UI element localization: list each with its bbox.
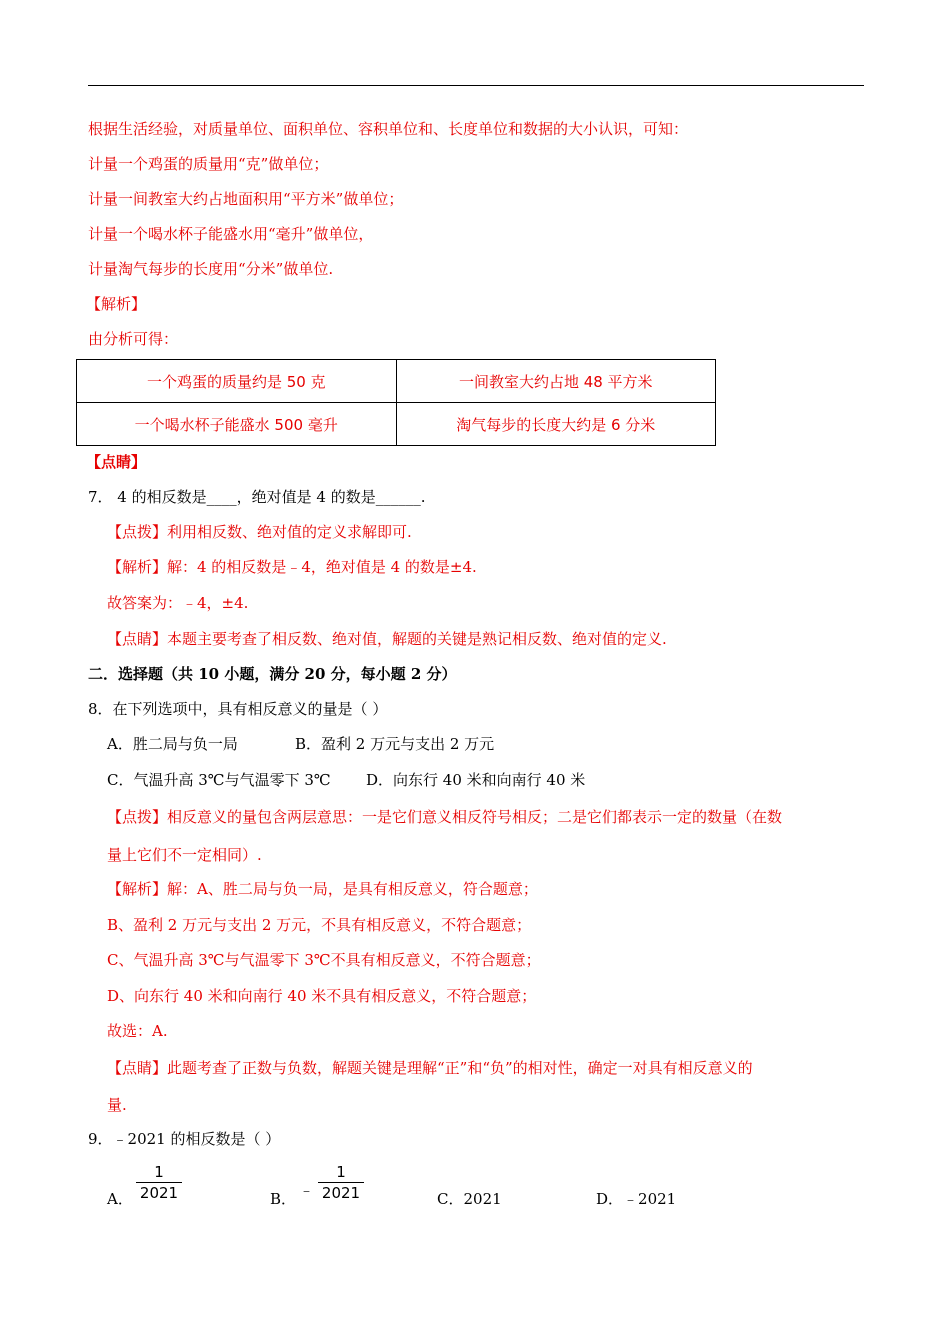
jiexi-label: 【解析】	[86, 295, 147, 313]
analysis-line-4: 计量一个喝水杯子能盛水用“毫升”做单位，	[88, 225, 374, 243]
q7-dianjing: 【点睛】本题主要考查了相反数、绝对值，解题的关键是熟记相反数、绝对值的定义.	[107, 630, 667, 648]
q8-dianbo-1: 【点拨】相反意义的量包含两层意思：一是它们意义相反符号相反；二是它们都表示一定的数量（在数	[107, 808, 783, 826]
q9-option-b-sign: ﹣	[299, 1181, 315, 1199]
dianjing-label: 【点睛】	[86, 453, 147, 471]
q9-option-a-label: A．	[107, 1190, 133, 1208]
fraction-bar	[136, 1182, 182, 1183]
q7-question: 7． 4 的相反数是____，绝对值是 4 的数是______.	[88, 488, 426, 506]
fraction-bar	[318, 1182, 364, 1183]
q8-dianbo-2: 量上它们不一定相同）.	[107, 846, 262, 864]
section-2-title: 二．选择题（共 10 小题，满分 20 分，每小题 2 分）	[88, 665, 457, 683]
table-cell: 一个鸡蛋的质量约是 50 克	[77, 360, 397, 403]
q9-option-b-label: B．	[270, 1190, 297, 1208]
table-cell: 淘气每步的长度大约是 6 分米	[396, 403, 716, 446]
fraction-numerator: 1	[336, 1163, 346, 1181]
q7-jiexi: 【解析】解：4 的相反数是﹣4，绝对值是 4 的数是±4.	[107, 558, 477, 576]
q8-option-d: D．向东行 40 米和向南行 40 米	[366, 771, 586, 789]
table-cell: 一间教室大约占地 48 平方米	[396, 360, 716, 403]
q9-option-d: D．﹣2021	[596, 1190, 677, 1208]
header-rule	[88, 85, 864, 86]
q7-answer: 故答案为：﹣4，±4.	[107, 594, 249, 612]
q9-question: 9．﹣2021 的相反数是（ ）	[88, 1130, 281, 1148]
analysis-line-2: 计量一个鸡蛋的质量用“克”做单位；	[88, 155, 329, 173]
q9-option-c: C．2021	[437, 1190, 502, 1208]
fraction-denominator: 2021	[321, 1184, 361, 1202]
q8-jiexi-a: 【解析】解：A、胜二局与负一局，是具有相反意义，符合题意；	[107, 880, 538, 898]
fraction-denominator: 2021	[139, 1184, 179, 1202]
q9-option-a-fraction	[136, 1163, 182, 1202]
q8-option-c: C．气温升高 3℃与气温零下 3℃	[107, 771, 331, 789]
analysis-line-1: 根据生活经验，对质量单位、面积单位、容积单位和、长度单位和数据的大小认识，可知：	[88, 120, 689, 138]
answer-table	[76, 359, 716, 446]
q8-option-a: A．胜二局与负一局	[107, 735, 238, 753]
table-row	[77, 360, 716, 403]
q8-jiexi-d: D、向东行 40 米和向南行 40 米不具有相反意义，不符合题意；	[107, 987, 537, 1005]
analysis-line-3: 计量一间教室大约占地面积用“平方米”做单位；	[88, 190, 404, 208]
q8-jiexi-b: B、盈利 2 万元与支出 2 万元，不具有相反意义，不符合题意；	[107, 916, 532, 934]
q8-dianjing-2: 量.	[107, 1096, 127, 1114]
q8-dianjing-1: 【点睛】此题考查了正数与负数，解题关键是理解“正”和“负”的相对性，确定一对具有相反意义的	[107, 1059, 753, 1077]
from-analysis: 由分析可得：	[88, 330, 179, 348]
table-cell: 一个喝水杯子能盛水 500 毫升	[77, 403, 397, 446]
fraction-numerator: 1	[154, 1163, 164, 1181]
q8-option-b: B．盈利 2 万元与支出 2 万元	[295, 735, 495, 753]
q8-choose: 故选：A.	[107, 1022, 168, 1040]
q7-dianbo: 【点拨】利用相反数、绝对值的定义求解即可.	[107, 523, 412, 541]
q9-option-b-fraction	[318, 1163, 364, 1202]
q8-jiexi-c: C、气温升高 3℃与气温零下 3℃不具有相反意义，不符合题意；	[107, 951, 541, 969]
q8-question: 8．在下列选项中，具有相反意义的量是（ ）	[88, 700, 388, 718]
table-row	[77, 403, 716, 446]
analysis-line-5: 计量淘气每步的长度用“分米”做单位.	[88, 260, 334, 278]
